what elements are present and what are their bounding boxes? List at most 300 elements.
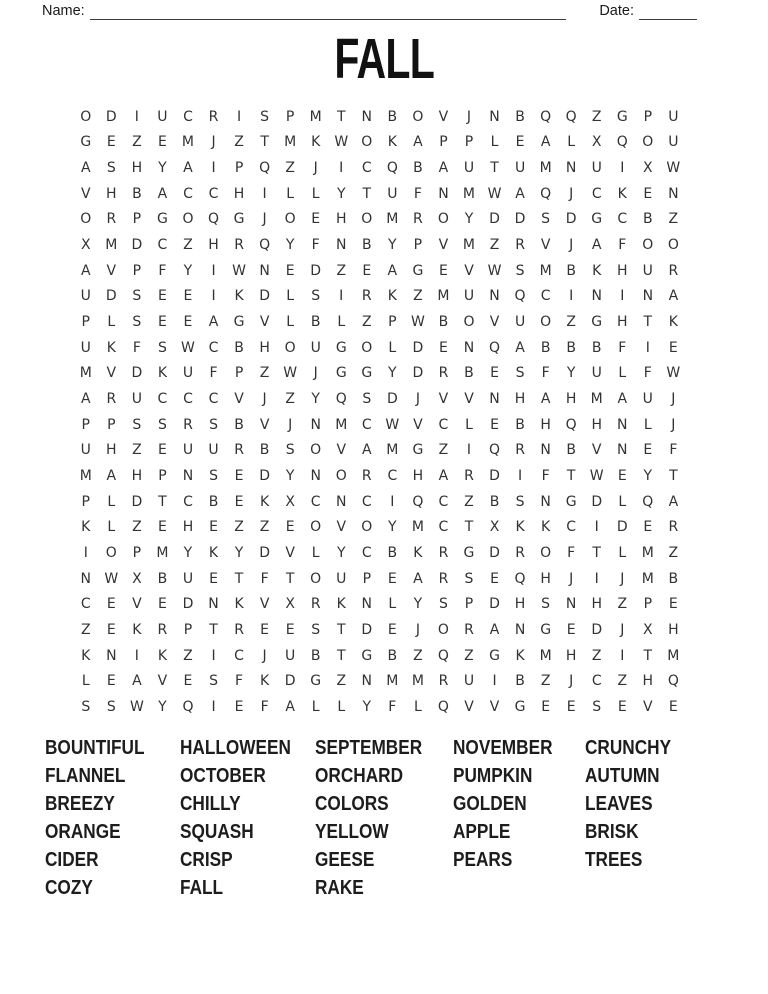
grid-letter: R	[515, 237, 525, 254]
grid-letter: R	[234, 621, 244, 638]
grid-letter: W	[666, 365, 681, 382]
grid-letter: T	[285, 570, 295, 587]
grid-letter: I	[518, 468, 523, 485]
grid-letter: T	[592, 544, 601, 561]
grid-letter: U	[591, 365, 602, 382]
grid-letter: U	[336, 570, 347, 587]
grid-letter: F	[541, 468, 550, 485]
grid-letter: N	[668, 185, 679, 202]
grid-letter: Z	[617, 596, 628, 613]
grid-letter: V	[464, 262, 474, 279]
grid-letter: Z	[617, 673, 628, 690]
grid-letter: Z	[540, 673, 551, 690]
word-item: SEPTEMBER	[315, 736, 423, 759]
title-container	[0, 27, 768, 91]
grid-letter: E	[157, 134, 167, 151]
grid-letter: F	[618, 237, 627, 254]
grid-letter: V	[80, 185, 91, 202]
grid-letter: R	[106, 211, 117, 228]
grid-letter: K	[515, 647, 525, 664]
grid-letter: H	[540, 570, 551, 587]
grid-letter: H	[514, 391, 526, 408]
grid-letter: A	[387, 262, 398, 279]
grid-letter: P	[464, 596, 474, 613]
grid-letter: U	[387, 185, 398, 202]
grid-letter: N	[361, 673, 373, 690]
grid-letter: B	[310, 314, 321, 331]
grid-letter: H	[335, 211, 347, 228]
grid-letter: N	[80, 570, 92, 587]
grid-letter: J	[211, 134, 216, 151]
grid-letter: O	[437, 211, 449, 228]
grid-letter: G	[233, 211, 245, 228]
grid-letter: K	[106, 339, 116, 356]
grid-letter: E	[106, 596, 116, 613]
grid-letter: H	[591, 596, 602, 613]
grid-letter: T	[490, 160, 499, 177]
grid-letter: G	[565, 493, 577, 510]
grid-letter: K	[387, 134, 397, 151]
word-list-column	[180, 734, 315, 902]
grid-letter: G	[514, 698, 526, 715]
grid-letter: A	[106, 468, 117, 485]
word-item: COZY	[45, 876, 93, 899]
grid-letter: E	[183, 673, 193, 690]
grid-letter: M	[335, 416, 348, 433]
grid-letter: J	[569, 673, 574, 690]
grid-letter: G	[233, 314, 245, 331]
grid-letter: B	[208, 493, 219, 510]
grid-letter: B	[566, 339, 576, 356]
grid-letter: I	[134, 647, 139, 664]
grid-letter: V	[259, 416, 270, 433]
grid-letter: J	[313, 160, 318, 177]
grid-letter: I	[466, 442, 472, 459]
grid-letter: R	[438, 365, 449, 382]
grid-letter: E	[643, 442, 653, 459]
grid-letter: U	[463, 160, 475, 177]
grid-letter: Y	[183, 544, 193, 561]
grid-letter: E	[617, 698, 627, 715]
grid-letter: D	[565, 211, 577, 228]
grid-letter: J	[569, 185, 574, 202]
grid-letter: T	[336, 108, 346, 125]
grid-letter: U	[668, 108, 679, 125]
grid-letter: S	[438, 596, 448, 613]
grid-letter: L	[337, 314, 346, 331]
grid-letter: N	[617, 442, 628, 459]
grid-letter: Z	[464, 647, 474, 664]
grid-letter: Y	[413, 596, 423, 613]
grid-letter: I	[211, 262, 216, 279]
grid-letter: V	[438, 391, 449, 408]
grid-letter: N	[565, 160, 577, 177]
grid-letter: E	[311, 211, 321, 228]
grid-letter: Z	[259, 519, 270, 536]
grid-letter: N	[106, 647, 117, 664]
grid-letter: L	[567, 134, 576, 151]
word-item: LEAVES	[585, 792, 653, 815]
grid-letter: H	[642, 673, 654, 690]
grid-letter: M	[105, 237, 118, 254]
grid-letter: Y	[158, 698, 167, 715]
grid-letter: N	[463, 339, 475, 356]
grid-letter: V	[234, 391, 244, 408]
grid-letter: Y	[566, 365, 576, 382]
grid-letter: H	[616, 314, 628, 331]
grid-letter: T	[643, 314, 653, 331]
grid-letter: M	[667, 647, 680, 664]
grid-letter: D	[489, 211, 500, 228]
grid-letter: U	[642, 391, 653, 408]
grid-letter: U	[591, 160, 602, 177]
grid-letter: D	[616, 519, 628, 536]
grid-letter: E	[234, 468, 244, 485]
grid-letter: I	[211, 288, 216, 305]
grid-letter: C	[566, 519, 577, 536]
grid-letter: N	[591, 288, 602, 305]
grid-letter: O	[540, 544, 552, 561]
grid-letter: F	[209, 365, 218, 382]
grid-letter: Y	[336, 185, 346, 202]
grid-letter: D	[489, 596, 500, 613]
grid-letter: M	[386, 673, 399, 690]
grid-letter: Y	[158, 160, 167, 177]
grid-letter: W	[385, 416, 400, 433]
grid-letter: O	[642, 134, 654, 151]
grid-letter: V	[157, 673, 168, 690]
grid-letter: G	[412, 262, 424, 279]
grid-letter: Z	[132, 519, 142, 536]
grid-letter: K	[668, 314, 678, 331]
grid-letter: I	[620, 160, 625, 177]
grid-letter: B	[489, 493, 500, 510]
grid-letter: C	[183, 391, 193, 408]
grid-letter: C	[438, 416, 449, 433]
word-list-column	[45, 734, 180, 902]
grid-letter: A	[80, 160, 91, 177]
grid-letter: O	[284, 211, 296, 228]
grid-letter: A	[438, 468, 449, 485]
grid-letter: H	[182, 519, 194, 536]
grid-letter: F	[311, 237, 320, 254]
header	[42, 2, 697, 20]
grid-letter: E	[234, 698, 244, 715]
grid-letter: Z	[183, 237, 193, 254]
grid-letter: N	[259, 262, 270, 279]
grid-letter: N	[361, 108, 373, 125]
grid-letter: P	[362, 570, 372, 587]
grid-letter: G	[412, 442, 424, 459]
grid-letter: T	[158, 493, 167, 510]
grid-letter: J	[671, 391, 676, 408]
grid-letter: C	[438, 493, 449, 510]
grid-letter: N	[182, 468, 194, 485]
grid-letter: D	[412, 365, 424, 382]
grid-letter: U	[131, 391, 142, 408]
grid-letter: F	[541, 365, 550, 382]
grid-letter: C	[208, 391, 219, 408]
grid-letter: Z	[183, 647, 193, 664]
grid-letter: C	[361, 493, 372, 510]
grid-letter: Y	[643, 468, 653, 485]
grid-letter: S	[132, 288, 142, 305]
grid-letter: P	[234, 160, 244, 177]
grid-letter: S	[285, 442, 295, 459]
grid-letter: U	[310, 339, 321, 356]
grid-letter: I	[134, 108, 139, 125]
grid-letter: I	[262, 185, 267, 202]
grid-letter: L	[490, 134, 499, 151]
grid-letter: H	[565, 391, 577, 408]
grid-letter: G	[489, 647, 500, 664]
grid-letter: W	[487, 185, 502, 202]
grid-letter: S	[209, 673, 218, 690]
grid-letter: E	[106, 673, 116, 690]
grid-letter: W	[487, 262, 502, 279]
grid-letter: V	[106, 262, 117, 279]
grid-letter: V	[540, 237, 551, 254]
grid-letter: A	[617, 391, 628, 408]
grid-letter: S	[515, 262, 525, 279]
grid-letter: Z	[464, 493, 474, 510]
grid-letter: U	[80, 288, 91, 305]
grid-letter: E	[490, 416, 499, 433]
grid-letter: Z	[591, 108, 602, 125]
grid-letter: L	[618, 493, 627, 510]
grid-letter: I	[390, 493, 395, 510]
grid-letter: J	[262, 211, 267, 228]
grid-letter: M	[539, 160, 552, 177]
grid-letter: E	[515, 134, 525, 151]
grid-letter: P	[107, 416, 116, 433]
grid-letter: W	[589, 468, 604, 485]
grid-letter: C	[80, 596, 91, 613]
grid-letter: L	[337, 698, 346, 715]
grid-letter: G	[591, 314, 603, 331]
grid-letter: C	[183, 493, 193, 510]
grid-letter: S	[592, 698, 602, 715]
grid-letter: C	[540, 288, 551, 305]
grid-letter: C	[387, 468, 398, 485]
word-item: OCTOBER	[180, 764, 266, 787]
grid-letter: N	[565, 596, 577, 613]
grid-letter: F	[643, 365, 652, 382]
grid-letter: X	[285, 596, 295, 613]
grid-letter: D	[310, 262, 322, 279]
grid-letter: C	[157, 237, 168, 254]
grid-letter: M	[411, 519, 424, 536]
grid-letter: Z	[361, 314, 372, 331]
grid-letter: D	[591, 493, 603, 510]
grid-letter: C	[208, 339, 219, 356]
grid-letter: E	[439, 262, 448, 279]
grid-letter: V	[336, 442, 347, 459]
word-item: CIDER	[45, 848, 99, 871]
grid-letter: D	[105, 108, 117, 125]
grid-letter: L	[286, 314, 295, 331]
grid-letter: O	[361, 519, 373, 536]
grid-letter: L	[286, 185, 295, 202]
grid-letter: A	[413, 134, 423, 151]
grid-letter: L	[643, 416, 652, 433]
grid-letter: L	[107, 314, 116, 331]
grid-letter: S	[541, 211, 551, 228]
grid-letter: N	[489, 288, 500, 305]
grid-letter: G	[335, 339, 347, 356]
word-item: ORCHARD	[315, 764, 404, 787]
grid-letter: Q	[259, 237, 271, 254]
grid-letter: C	[591, 185, 602, 202]
grid-letter: R	[234, 237, 244, 254]
grid-letter: F	[260, 698, 269, 715]
grid-letter: L	[107, 493, 116, 510]
grid-letter: K	[234, 288, 244, 305]
grid-letter: M	[386, 442, 399, 459]
grid-letter: R	[361, 468, 372, 485]
grid-letter: T	[336, 647, 346, 664]
grid-letter: E	[157, 288, 167, 305]
grid-letter: L	[413, 698, 422, 715]
grid-letter: P	[132, 211, 142, 228]
grid-letter: D	[489, 468, 500, 485]
word-item: COLORS	[315, 792, 389, 815]
word-item: PUMPKIN	[453, 764, 533, 787]
grid-letter: K	[208, 544, 219, 561]
grid-letter: L	[311, 698, 320, 715]
grid-letter: D	[131, 365, 143, 382]
grid-letter: A	[80, 262, 91, 279]
grid-letter: V	[489, 314, 500, 331]
grid-letter: R	[361, 288, 372, 305]
grid-letter: I	[83, 544, 88, 561]
grid-letter: M	[79, 365, 92, 382]
grid-letter: L	[618, 544, 627, 561]
grid-letter: Z	[285, 160, 295, 177]
grid-letter: W	[283, 365, 298, 382]
grid-letter: Z	[566, 314, 576, 331]
grid-letter: T	[336, 621, 346, 638]
grid-letter: E	[668, 596, 678, 613]
grid-letter: N	[617, 416, 628, 433]
grid-letter: E	[362, 262, 372, 279]
grid-letter: V	[591, 442, 602, 459]
grid-letter: J	[262, 391, 267, 408]
grid-letter: Q	[437, 647, 449, 664]
grid-letter: W	[666, 160, 681, 177]
grid-letter: B	[387, 108, 398, 125]
grid-letter: M	[309, 108, 322, 125]
grid-letter: P	[464, 134, 474, 151]
grid-letter: M	[411, 673, 424, 690]
grid-letter: U	[182, 365, 194, 382]
grid-letter: R	[413, 211, 423, 228]
grid-letter: R	[183, 416, 193, 433]
grid-letter: M	[79, 468, 92, 485]
word-item: TREES	[585, 848, 643, 871]
grid-letter: I	[594, 519, 599, 536]
grid-letter: S	[311, 621, 321, 638]
grid-letter: S	[362, 391, 372, 408]
grid-letter: V	[285, 544, 295, 561]
grid-letter: H	[668, 621, 679, 638]
grid-letter: N	[438, 185, 449, 202]
grid-letter: N	[310, 468, 321, 485]
grid-letter: B	[413, 160, 423, 177]
grid-letter: E	[387, 570, 397, 587]
word-item: GEESE	[315, 848, 375, 871]
grid-letter: S	[209, 468, 218, 485]
grid-letter: Q	[182, 698, 194, 715]
word-item: FLANNEL	[45, 764, 126, 787]
grid-letter: O	[361, 339, 373, 356]
name-label: Name:	[42, 3, 85, 19]
grid-letter: G	[335, 365, 347, 382]
grid-letter: Z	[489, 237, 500, 254]
grid-letter: D	[182, 596, 194, 613]
grid-letter: K	[541, 519, 551, 536]
grid-letter: O	[540, 314, 552, 331]
grid-letter: O	[310, 519, 322, 536]
grid-letter: O	[463, 314, 475, 331]
grid-letter: U	[182, 442, 194, 459]
grid-letter: F	[158, 262, 167, 279]
grid-letter: K	[311, 134, 321, 151]
name-blank-line[interactable]	[90, 5, 567, 20]
grid-letter: J	[620, 621, 625, 638]
grid-letter: Q	[540, 108, 552, 125]
grid-letter: C	[183, 108, 193, 125]
grid-letter: B	[464, 365, 474, 382]
grid-letter: B	[234, 339, 244, 356]
grid-letter: H	[565, 647, 577, 664]
grid-letter: Q	[489, 442, 501, 459]
date-blank-line[interactable]	[639, 5, 697, 20]
grid-letter: F	[413, 185, 422, 202]
grid-letter: E	[285, 262, 295, 279]
word-item: YELLOW	[315, 820, 389, 843]
grid-letter: P	[81, 493, 90, 510]
grid-letter: R	[668, 262, 679, 279]
grid-letter: K	[413, 544, 423, 561]
grid-letter: U	[463, 288, 475, 305]
grid-letter: R	[310, 596, 321, 613]
grid-letter: L	[388, 596, 397, 613]
grid-letter: Z	[132, 134, 142, 151]
word-list-column	[315, 734, 453, 902]
grid-letter: D	[412, 339, 424, 356]
grid-letter: O	[667, 237, 679, 254]
grid-letter: R	[208, 108, 219, 125]
grid-letter: U	[80, 339, 91, 356]
grid-letter: P	[285, 108, 295, 125]
grid-letter: U	[514, 160, 526, 177]
grid-letter: Q	[514, 288, 526, 305]
grid-letter: B	[438, 314, 449, 331]
grid-letter: T	[362, 185, 372, 202]
grid-letter: C	[157, 391, 168, 408]
grid-letter: A	[208, 314, 219, 331]
grid-letter: G	[361, 365, 373, 382]
grid-letter: W	[232, 262, 246, 279]
grid-letter: E	[157, 314, 167, 331]
grid-letter: L	[465, 416, 473, 433]
grid-letter: C	[438, 519, 449, 536]
grid-letter: I	[339, 288, 344, 305]
grid-letter: D	[514, 211, 526, 228]
grid-letter: X	[489, 519, 500, 536]
grid-letter: V	[259, 596, 270, 613]
